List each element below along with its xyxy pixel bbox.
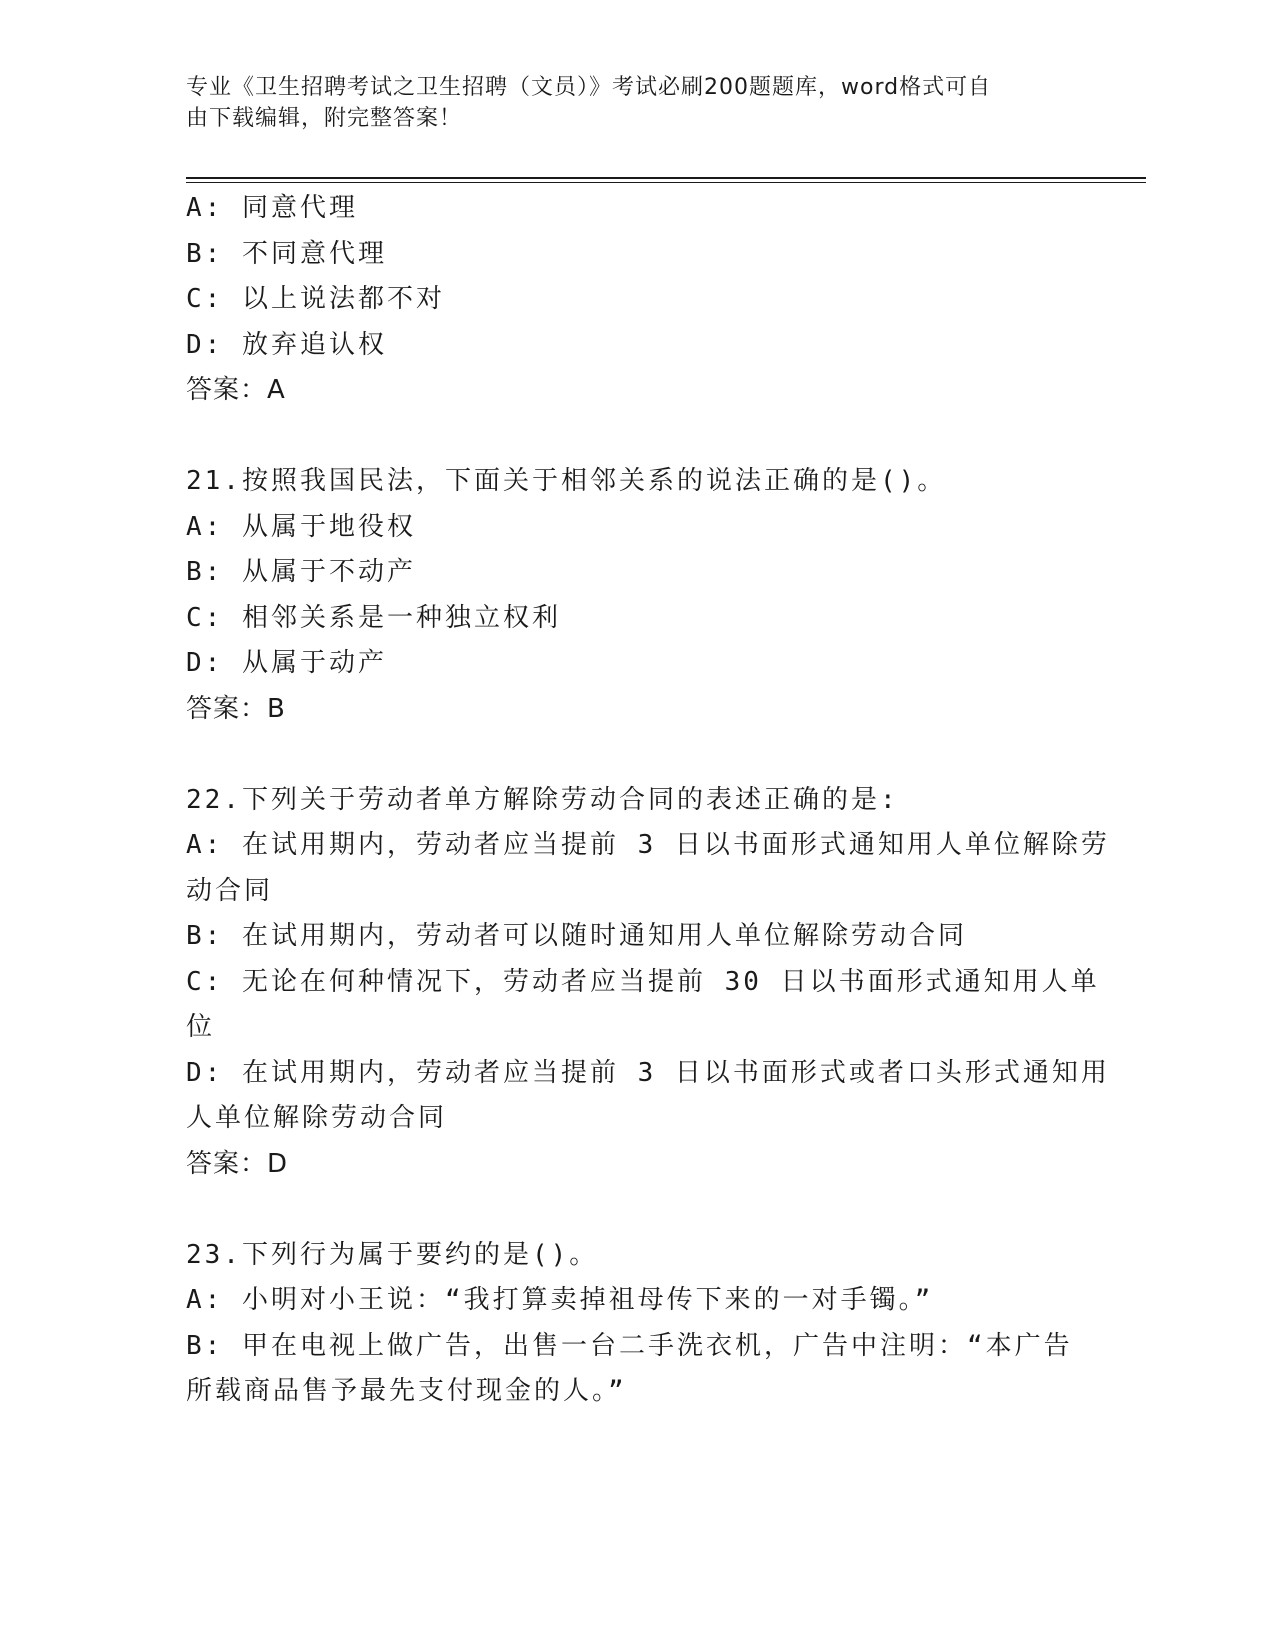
option-a: A: 同意代理 <box>186 193 358 223</box>
option-a: A: 小明对小王说：“我打算卖掉祖母传下来的一对手镯。” <box>186 1285 934 1315</box>
header-line-2: 由下载编辑，附完整答案！ <box>186 106 463 131</box>
answer-label: 答案：B <box>186 693 286 724</box>
option-a-continued: 动合同 <box>186 875 274 906</box>
header-line-1: 专业《卫生招聘考试之卫生招聘（文员）》考试必刷200题题库，word格式可自 <box>186 75 992 100</box>
document-header <box>186 72 1066 134</box>
spacer <box>186 1187 1076 1233</box>
question-22-block <box>186 778 1110 1188</box>
spacer <box>186 414 1076 460</box>
option-b-continued: 所载商品售予最先支付现金的人。” <box>186 1376 627 1406</box>
question-23-block <box>186 1233 1076 1415</box>
question-text: 22.下列关于劳动者单方解除劳动合同的表述正确的是: <box>186 784 899 815</box>
option-c-continued: 位 <box>186 1012 216 1042</box>
option-c: C: 无论在何种情况下，劳动者应当提前 30 日以书面形式通知用人单 <box>186 966 1100 997</box>
option-a: A: 在试用期内，劳动者应当提前 3 日以书面形式通知用人单位解除劳 <box>186 830 1110 860</box>
option-d: D: 在试用期内，劳动者应当提前 3 日以书面形式或者口头形式通知用 <box>186 1057 1110 1088</box>
option-d-continued: 人单位解除劳动合同 <box>186 1103 448 1133</box>
option-c: C: 相邻关系是一种独立权利 <box>186 602 561 633</box>
option-d: D: 放弃追认权 <box>186 329 387 360</box>
question-20-block <box>186 186 1076 414</box>
option-b: B: 不同意代理 <box>186 238 387 269</box>
header-divider-thin <box>186 182 1146 183</box>
answer-label: 答案：A <box>186 375 286 405</box>
spacer <box>186 732 1076 778</box>
option-b: B: 甲在电视上做广告，出售一台二手洗衣机，广告中注明：“本广告 <box>186 1330 1073 1361</box>
option-b: B: 从属于不动产 <box>186 557 416 587</box>
option-c: C: 以上说法都不对 <box>186 284 445 314</box>
question-text: 21.按照我国民法，下面关于相邻关系的说法正确的是()。 <box>186 466 947 496</box>
question-text: 23.下列行为属于要约的是()。 <box>186 1239 599 1270</box>
question-list <box>186 186 1110 1415</box>
header-divider-thick <box>186 177 1146 179</box>
answer-label: 答案：D <box>186 1148 289 1179</box>
option-b: B: 在试用期内，劳动者可以随时通知用人单位解除劳动合同 <box>186 921 967 951</box>
option-d: D: 从属于动产 <box>186 648 387 678</box>
question-21-block <box>186 459 1076 732</box>
option-a: A: 从属于地役权 <box>186 511 416 542</box>
